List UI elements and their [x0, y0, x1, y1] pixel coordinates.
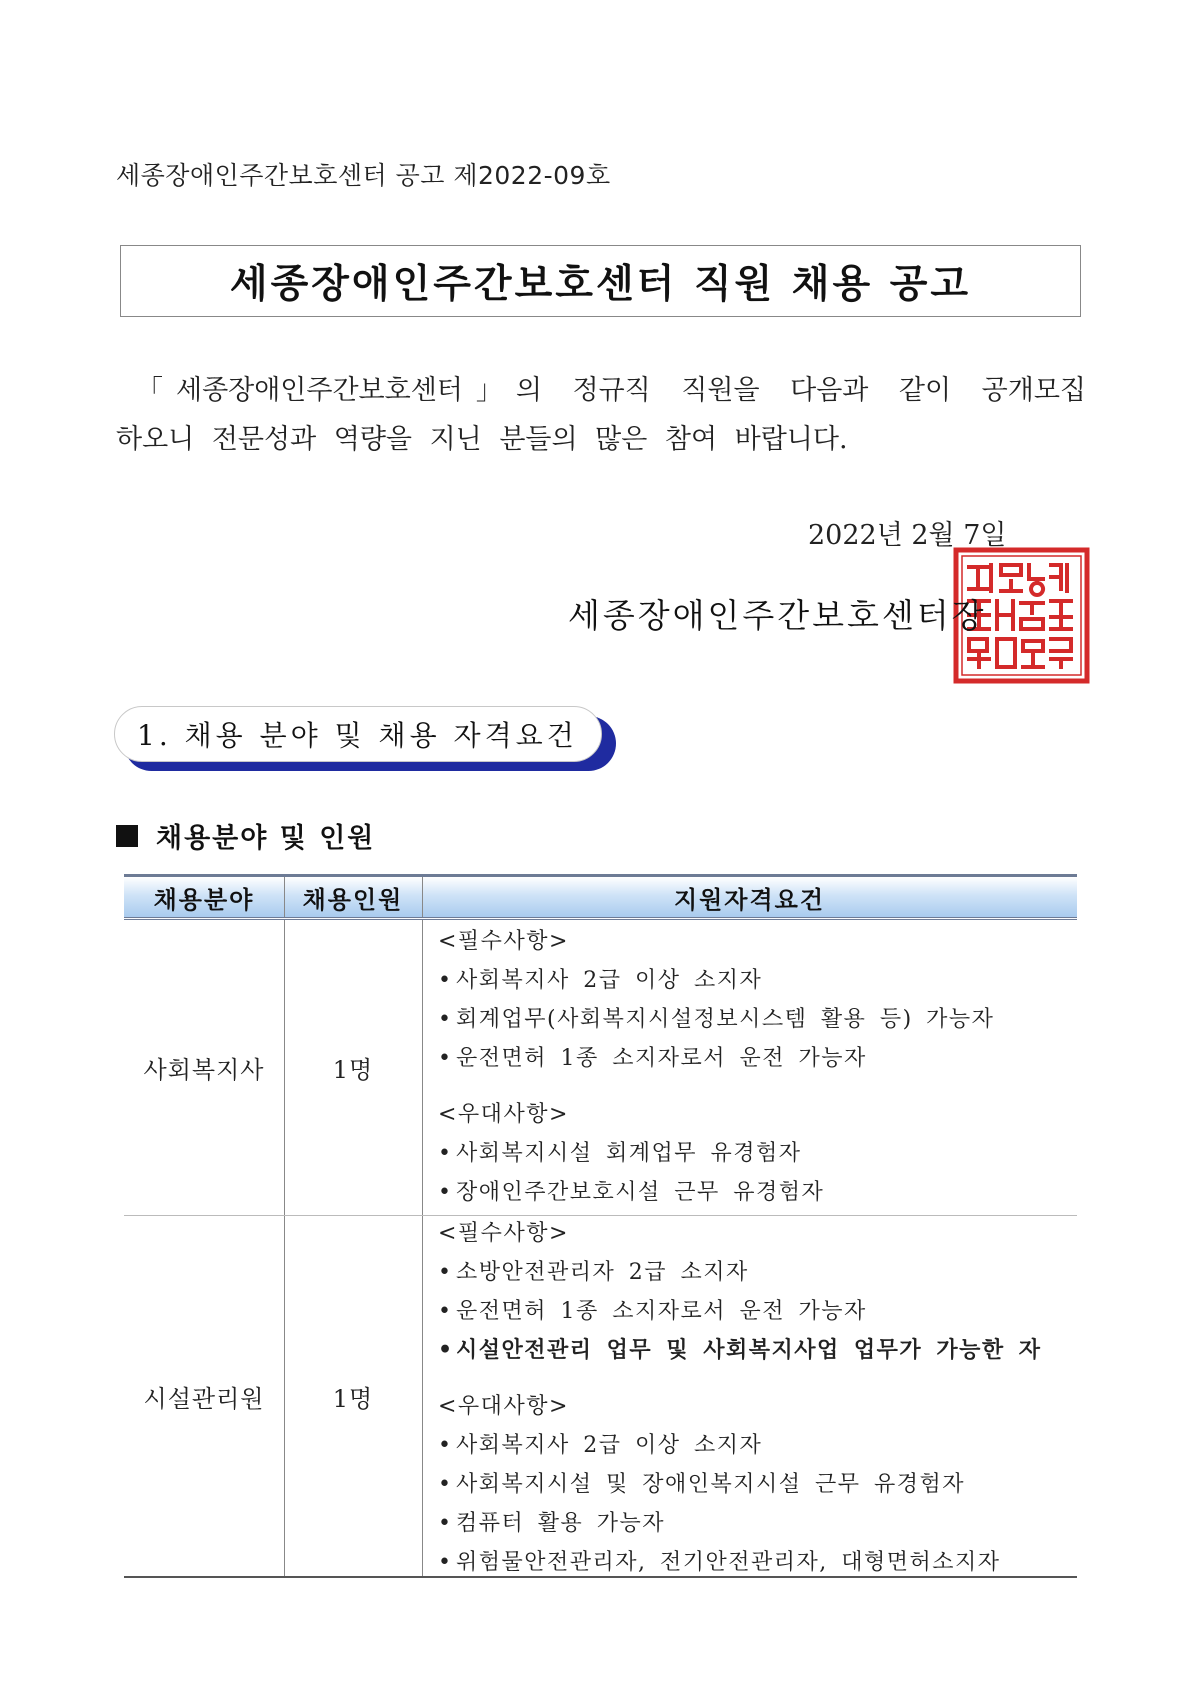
required-label: <필수사항>: [438, 1221, 569, 1246]
list-item: • 사회복지시설 및 장애인복지시설 근무 유경험자: [438, 1472, 966, 1497]
header-field: 채용분야: [153, 884, 255, 914]
list-item: • 사회복지사 2급 이상 소지자: [438, 1433, 763, 1458]
list-item: • 컴퓨터 활용 가능자: [438, 1511, 666, 1536]
list-item: • 장애인주간보호시설 근무 유경험자: [438, 1180, 825, 1205]
field-cell: 시설관리원: [143, 1384, 265, 1413]
list-item: • 사회복지사 2급 이상 소지자: [438, 968, 763, 993]
recruitment-table: [124, 874, 1077, 1578]
list-item: • 위험물안전관리자, 전기안전관리자, 대형면허소지자: [438, 1550, 1001, 1575]
table-row: [124, 1216, 1077, 1578]
requirements-cell: [438, 1214, 1042, 1582]
black-square-icon: [116, 825, 138, 847]
preferred-label: <우대사항>: [438, 1394, 569, 1419]
table-row: [124, 920, 1077, 1216]
intro-paragraph: [116, 366, 1086, 464]
preferred-label: <우대사항>: [438, 1102, 569, 1127]
header-requirements: 지원자격요건: [673, 884, 826, 914]
list-item: • 사회복지시설 회계업무 유경험자: [438, 1141, 802, 1166]
list-item: • 운전면허 1종 소지자로서 운전 가능자: [438, 1299, 867, 1324]
notice-number: 세종장애인주간보호센터 공고 제2022-09호: [116, 161, 611, 190]
table-header: [124, 874, 1077, 920]
title-box: [120, 245, 1081, 317]
header-count: 채용인원: [302, 884, 404, 914]
column-divider: [422, 1216, 423, 1576]
list-item: • 소방안전관리자 2급 소지자: [438, 1260, 749, 1285]
count-cell: 1명: [332, 1384, 374, 1413]
intro-line-2: 하오니 전문성과 역량을 지닌 분들의 많은 참여 바랍니다.: [116, 424, 848, 455]
section-header-text: 1. 채용 분야 및 채용 자격요건: [137, 719, 578, 752]
notice-date: 2022년 2월 7일: [808, 520, 1007, 551]
list-item: • 운전면허 1종 소지자로서 운전 가능자: [438, 1046, 867, 1071]
required-label: <필수사항>: [438, 929, 569, 954]
section-header: [114, 706, 602, 762]
count-cell: 1명: [332, 1056, 374, 1084]
page-title: 세종장애인주간보호센터 직원 채용 공고: [229, 262, 972, 307]
column-divider: [422, 920, 423, 1215]
subsection-heading: [116, 816, 375, 855]
field-cell: 사회복지사: [143, 1056, 265, 1084]
subsection-label: 채용분야 및 인원: [156, 823, 376, 854]
list-item: • 시설안전관리 업무 및 사회복지사업 업무가 가능한 자: [438, 1337, 1042, 1363]
intro-line-1: 「세종장애인주간보호센터」의 정규직 직원을 다음과 같이 공개모집: [136, 375, 1086, 406]
requirements-cell: [438, 922, 994, 1212]
signature: 세종장애인주간보호센터장: [568, 596, 987, 635]
list-item: • 회계업무(사회복지시설정보시스템 활용 등) 가능자: [438, 1007, 995, 1032]
